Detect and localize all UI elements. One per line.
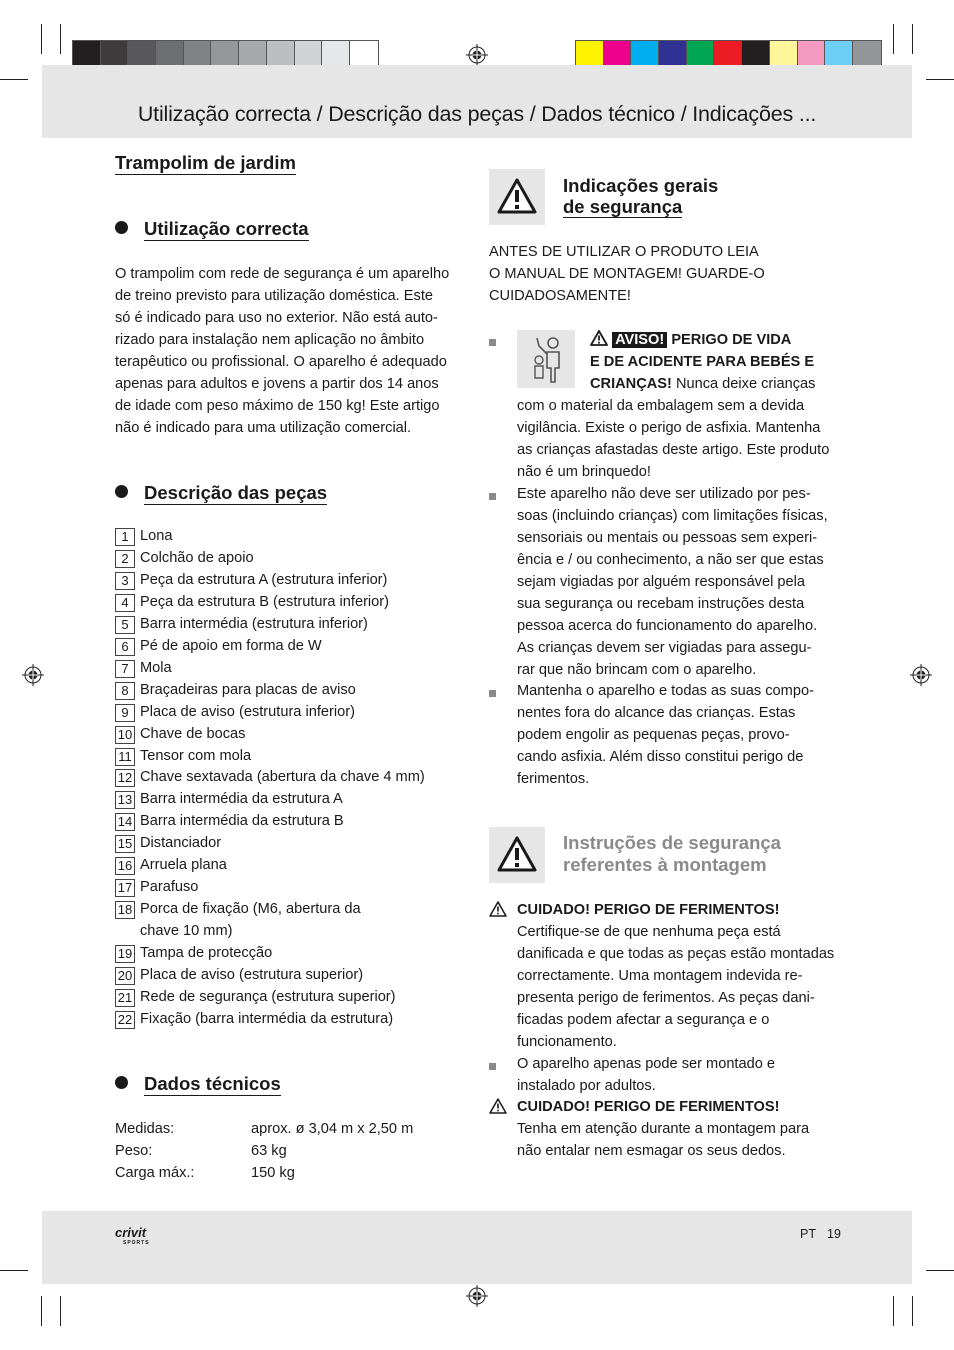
- warning-box: [489, 827, 545, 883]
- part-item: [115, 767, 475, 789]
- text-line: O trampolim com rede de segurança é um aparelho: [115, 266, 450, 282]
- part-label: Fixação (barra intermédia da estrutura): [140, 1010, 394, 1027]
- text-line: Mantenha o aparelho e todas as suas compo-: [517, 683, 814, 699]
- warning-box: [489, 169, 545, 225]
- text-line: As crianças devem ser vigiadas para assegu-: [517, 640, 812, 656]
- part-number: 3: [115, 572, 135, 590]
- part-label: Chave de bocas: [140, 725, 246, 742]
- crop-mark: [893, 1296, 894, 1326]
- part-item: [115, 548, 475, 570]
- tech-value: 150 kg: [251, 1165, 295, 1181]
- text-line: rar que não brincam com o aparelho.: [517, 662, 757, 678]
- part-label: Chave sextavada (abertura da chave 4 mm): [140, 769, 425, 786]
- bullet-square-icon: [489, 339, 496, 346]
- text-line: pessoa acerca do funcionamento do aparelho.: [517, 618, 818, 634]
- part-label: Porca de fixação (M6, abertura da: [140, 901, 361, 918]
- aviso-heading: AVISO! PERIGO DE VIDA E DE ACIDENTE PARA BEBÉS E CRIANÇAS! Nunca deixe crianças: [590, 332, 816, 392]
- crop-mark: [926, 1270, 954, 1271]
- parts-list: [115, 526, 475, 1031]
- part-item: [115, 899, 475, 943]
- registration-mark-icon: [910, 664, 932, 686]
- tech-label: Carga máx.:: [115, 1165, 195, 1181]
- part-item: [115, 724, 475, 746]
- caution-text: [517, 1118, 842, 1162]
- part-label: Placa de aviso (estrutura superior): [140, 967, 364, 984]
- part-item: [115, 614, 475, 636]
- warning-triangle-icon: [497, 836, 537, 872]
- text-line: de idade com peso máximo de 150 kg! Este artigo: [115, 398, 440, 414]
- part-number: 7: [115, 660, 135, 678]
- part-number: 2: [115, 550, 135, 568]
- part-item: [115, 636, 475, 658]
- registration-mark-icon: [466, 44, 488, 66]
- text-line: rizado para instalação nem aplicação no âmbito: [115, 332, 425, 348]
- part-label: Arruela plana: [140, 857, 227, 874]
- part-number: 16: [115, 857, 135, 875]
- part-item: [115, 965, 475, 987]
- text-line: de treino previsto para utilização doméstica. Este: [115, 288, 433, 304]
- intended-use-text: [115, 263, 475, 439]
- crop-mark: [926, 79, 954, 80]
- page-number: 19: [827, 1227, 841, 1241]
- text-line: instalado por adultos.: [517, 1078, 656, 1094]
- part-number: 20: [115, 967, 135, 985]
- child-warning-pictogram: [517, 330, 575, 388]
- bullet-square-icon: [489, 493, 496, 500]
- safety-intro-text: [489, 241, 849, 307]
- warning-triangle-icon: [497, 178, 537, 214]
- footer-band: [42, 1211, 912, 1284]
- crop-mark: [60, 1296, 61, 1326]
- part-label: Distanciador: [140, 835, 222, 852]
- part-label: Braçadeiras para placas de aviso: [140, 681, 356, 698]
- part-label-continued: chave 10 mm): [140, 923, 233, 940]
- part-item: [115, 855, 475, 877]
- text-line: danificada e que todas as peças estão montadas: [517, 946, 835, 962]
- text-line: não entalar nem esmagar os seus dedos.: [517, 1143, 786, 1159]
- part-label: Barra intermédia da estrutura B: [140, 813, 344, 830]
- part-item: [115, 680, 475, 702]
- part-number: 14: [115, 813, 135, 831]
- persons-warning-text: [517, 483, 842, 681]
- part-item: [115, 1009, 475, 1031]
- crop-mark: [893, 24, 894, 54]
- text-line: cando asfixia. Além disso constitui perigo de: [517, 749, 804, 765]
- part-label: Pé de apoio em forma de W: [140, 637, 322, 654]
- part-label: Peça da estrutura B (estrutura inferior): [140, 593, 390, 610]
- page-title: Utilização correcta / Descrição das peças / Dados técnico / Indicações ...: [137, 102, 817, 126]
- svg-text:SPORTS: SPORTS: [123, 1240, 150, 1246]
- crop-mark: [41, 1296, 42, 1326]
- children-warning-text: [517, 680, 842, 790]
- page-language: PT: [800, 1227, 816, 1241]
- assembly-safety-heading: Instruções de segurança referentes à montagem: [563, 832, 781, 875]
- adults-only-text: [517, 1053, 842, 1097]
- text-line: soas (incluindo crianças) com limitações físicas,: [517, 508, 828, 524]
- crop-mark: [0, 1270, 28, 1271]
- part-item: [115, 702, 475, 724]
- part-number: 21: [115, 989, 135, 1007]
- part-item: [115, 987, 475, 1009]
- warning-triangle-icon: [489, 901, 507, 917]
- part-label: Parafuso: [140, 879, 199, 896]
- text-line: nentes fora do alcance das crianças. Estas: [517, 705, 796, 721]
- text-line: ferimentos.: [517, 771, 590, 787]
- part-item: [115, 746, 475, 768]
- safety-heading: Indicações gerais de segurança: [563, 175, 719, 217]
- text-line: funcionamento.: [517, 1034, 617, 1050]
- text-line: sua segurança ou recebam instruções desta: [517, 596, 805, 612]
- caution-heading: CUIDADO! PERIGO DE FERIMENTOS!: [517, 902, 780, 918]
- text-line: O MANUAL DE MONTAGEM! GUARDE-O: [489, 266, 765, 282]
- crop-mark: [912, 1296, 913, 1326]
- crop-mark: [60, 24, 61, 54]
- part-label: Barra intermédia (estrutura inferior): [140, 615, 368, 632]
- part-number: 12: [115, 769, 135, 787]
- bullet-dot-icon: [115, 221, 128, 234]
- part-label: Peça da estrutura A (estrutura inferior): [140, 571, 388, 588]
- part-number: 19: [115, 945, 135, 963]
- bullet-square-icon: [489, 690, 496, 697]
- part-item: [115, 526, 475, 548]
- part-label: Tampa de protecção: [140, 945, 273, 962]
- part-label: Barra intermédia da estrutura A: [140, 791, 343, 808]
- text-line: não é indicado para uma utilização comercial.: [115, 420, 412, 436]
- registration-mark-icon: [22, 664, 44, 686]
- text-line: Tenha em atenção durante a montagem para: [517, 1121, 810, 1137]
- bullet-square-icon: [489, 1063, 496, 1070]
- registration-mark-icon: [466, 1285, 488, 1307]
- part-label: Mola: [140, 659, 172, 676]
- part-number: 9: [115, 704, 135, 722]
- part-number: 17: [115, 879, 135, 897]
- bullet-dot-icon: [115, 1076, 128, 1089]
- text-line: apenas para adultos e jovens a partir dos 14 anos: [115, 376, 439, 392]
- aviso-text: [517, 395, 842, 483]
- section-heading-parts: Descrição das peças: [115, 482, 327, 503]
- text-line: ANTES DE UTILIZAR O PRODUTO LEIA: [489, 244, 759, 260]
- svg-text:crivit: crivit: [115, 1225, 147, 1240]
- text-line: ência e / ou conhecimento, a não ser que estas: [517, 552, 824, 568]
- part-item: [115, 570, 475, 592]
- text-line: só é indicado para uso no exterior. Não está auto-: [115, 310, 438, 326]
- part-item: [115, 592, 475, 614]
- part-number: 15: [115, 835, 135, 853]
- child-icon: [517, 330, 575, 388]
- text-line: sensoriais ou mentais ou pessoas sem experi-: [517, 530, 818, 546]
- text-line: Este aparelho não deve ser utilizado por pes-: [517, 486, 811, 502]
- part-label: Tensor com mola: [140, 747, 252, 764]
- part-number: 6: [115, 638, 135, 656]
- text-line: sejam vigiadas por alguém responsável pela: [517, 574, 805, 590]
- part-label: Rede de segurança (estrutura superior): [140, 989, 396, 1006]
- warning-triangle-icon: [590, 330, 608, 346]
- part-number: 4: [115, 594, 135, 612]
- part-number: 5: [115, 616, 135, 634]
- part-item: [115, 833, 475, 855]
- part-number: 22: [115, 1011, 135, 1029]
- section-heading-intended-use: Utilização correcta: [115, 218, 309, 239]
- part-label: Colchão de apoio: [140, 549, 254, 566]
- part-number: 8: [115, 682, 135, 700]
- text-line: CUIDADOSAMENTE!: [489, 288, 631, 304]
- aviso-badge: AVISO!: [612, 332, 667, 348]
- crop-mark: [0, 79, 28, 80]
- crop-mark: [912, 24, 913, 54]
- tech-label: Peso:: [115, 1143, 153, 1159]
- text-line: as crianças afastadas deste artigo. Este produto: [517, 442, 830, 458]
- tech-value: aprox. ø 3,04 m x 2,50 m: [251, 1121, 414, 1137]
- text-line: ficadas podem afectar a segurança e o: [517, 1012, 770, 1028]
- text-line: com o material da embalagem sem a devida: [517, 398, 805, 414]
- part-label: Placa de aviso (estrutura inferior): [140, 703, 355, 720]
- part-item: [115, 943, 475, 965]
- part-number: 10: [115, 726, 135, 744]
- section-heading-tech: Dados técnicos: [115, 1073, 281, 1094]
- crop-mark: [41, 24, 42, 54]
- tech-value: 63 kg: [251, 1143, 287, 1159]
- text-line: podem engolir as pequenas peças, provo-: [517, 727, 790, 743]
- part-number: 18: [115, 901, 135, 919]
- part-item: [115, 877, 475, 899]
- text-line: terapêutico ou profissional. O aparelho é adequado: [115, 354, 447, 370]
- text-line: não é um brinquedo!: [517, 464, 651, 480]
- tech-label: Medidas:: [115, 1121, 175, 1137]
- text-line: correctamente. Uma montagem indevida re-: [517, 968, 803, 984]
- part-item: [115, 789, 475, 811]
- crivit-brand-logo: [114, 1224, 160, 1246]
- caution-heading: CUIDADO! PERIGO DE FERIMENTOS!: [517, 1099, 780, 1115]
- part-number: 1: [115, 528, 135, 546]
- part-item: [115, 811, 475, 833]
- text-line: vigilância. Existe o perigo de asfixia. Mantenha: [517, 420, 821, 436]
- part-number: 11: [115, 748, 135, 766]
- part-label: Lona: [140, 528, 173, 544]
- warning-triangle-icon: [489, 1098, 507, 1114]
- text-line: Certifique-se de que nenhuma peça está: [517, 924, 781, 940]
- caution-text: [517, 921, 842, 1053]
- text-line: O aparelho apenas pode ser montado e: [517, 1056, 776, 1072]
- part-item: [115, 658, 475, 680]
- part-number: 13: [115, 791, 135, 809]
- bullet-dot-icon: [115, 485, 128, 498]
- text-line: presenta perigo de ferimentos. As peças dani-: [517, 990, 815, 1006]
- product-title: Trampolim de jardim: [115, 152, 296, 173]
